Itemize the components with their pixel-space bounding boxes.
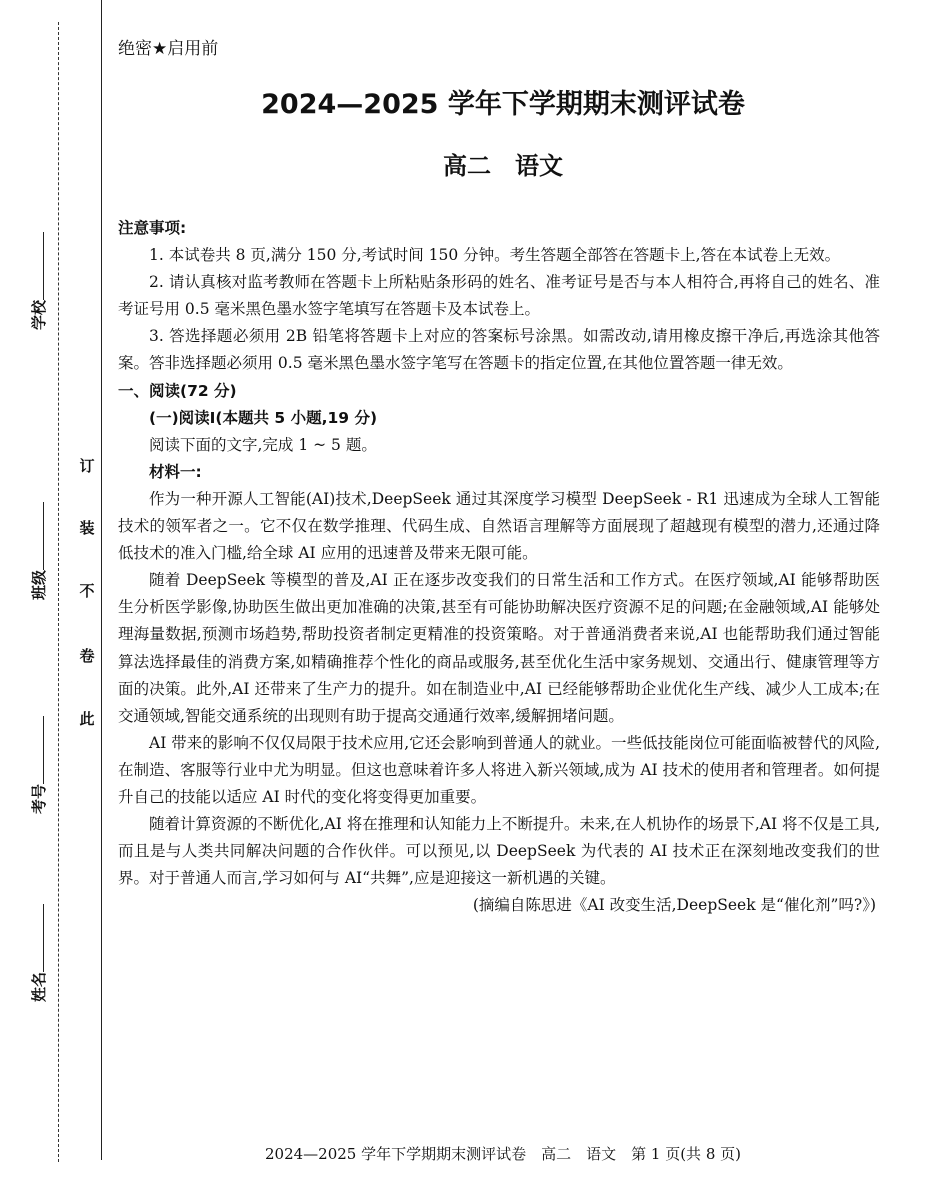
name-field[interactable] bbox=[28, 902, 52, 1002]
exam-title: 2024—2025 学年下学期期末测评试卷 bbox=[261, 89, 745, 120]
notice-item: 2. 请认真核对监考教师在答题卡上所粘贴条形码的姓名、准考证号是否与本人相符合,再将自己的姓名、准考证号用 0.5 毫米黑色墨水签字笔填写在答题卡及本试卷上。 bbox=[118, 273, 880, 319]
margin-border-line bbox=[101, 0, 102, 1160]
exam-subtitle: 高二 语文 bbox=[443, 152, 563, 180]
seal-char: 不 bbox=[79, 582, 95, 600]
seal-char: 此 bbox=[79, 710, 95, 728]
notice-item: 3. 答选择题必须用 2B 铅笔将答题卡上对应的答案标号涂黑。如需改动,请用橡皮擦干净后,再选涂其他答案。答非选择题必须用 0.5 毫米黑色墨水签字笔写在答题卡的指定位置,在其他位置答题一律无效。 bbox=[118, 327, 880, 373]
notice-item: 1. 本试卷共 8 页,满分 150 分,考试时间 150 分钟。考生答题全部答在答题卡上,答在本试卷上无效。 bbox=[149, 246, 841, 265]
class-label: 班级 bbox=[30, 569, 48, 600]
school-field[interactable] bbox=[28, 230, 52, 330]
seal-char: 装 bbox=[79, 519, 95, 537]
paragraph: 作为一种开源人工智能(AI)技术,DeepSeek 通过其深度学习模型 DeepSeek - R1 迅速成为全球人工智能技术的领军者之一。它不仅在数学推理、代码生成、自然语言理解等方面展现了超越现有模型的潜力,还通过降低技术的准入门槛,给全球 AI 应用的迅速普及带来无限可能。 bbox=[118, 489, 880, 563]
exam-number-field[interactable] bbox=[28, 714, 52, 814]
paragraph: 随着 DeepSeek 等模型的普及,AI 正在逐步改变我们的日常生活和工作方式。在医疗领域,AI 能够帮助医生分析医学影像,协助医生做出更加准确的决策,甚至有可能协助解决医疗资源不足的问题;在金融领域,AI 能够处理海量数据,预测市场趋势,帮助投资者制定更精准的投资策略。对于普通消费者来说,AI 也能帮助我们通过智能算法选择最佳的消费方案,如精确推荐个性化的商品或服务,甚至优化生活中家务规划、交通出行、健康管理等方面的决策。此外,AI 还带来了生产力的提升。如在制造业中,AI 已经能够帮助企业优化生产线、减少人工成本;在交通领域,智能交通系统的出现则有助于提高交通通行效率,缓解拥堵问题。 bbox=[118, 571, 880, 725]
confidential-mark: 绝密★启用前 bbox=[118, 39, 219, 59]
exam-number-label: 考号 bbox=[30, 783, 48, 814]
seal-char: 订 bbox=[79, 457, 95, 475]
subsection-heading: (一)阅读Ⅰ(本题共 5 小题,19 分) bbox=[149, 408, 378, 427]
paragraph: 随着计算资源的不断优化,AI 将在推理和认知能力上不断提升。未来,在人机协作的场景下,AI 将不仅是工具,而且是与人类共同解决问题的合作伙伴。可以预见,以 DeepSeek 为代表的 AI 技术正在深刻地改变我们的世界。对于普通人而言,学习如何与 AI“共舞”,应是迎接这一新机遇的关键。 bbox=[118, 815, 880, 888]
instruction: 阅读下面的文字,完成 1 ~ 5 题。 bbox=[149, 435, 377, 454]
name-label: 姓名 bbox=[30, 971, 48, 1002]
class-field[interactable] bbox=[28, 500, 52, 600]
dashed-cut-line bbox=[58, 22, 59, 1162]
material-label: 材料一: bbox=[149, 462, 202, 481]
section-heading: 一、阅读(72 分) bbox=[118, 381, 237, 400]
source-citation: (摘编自陈思进《AI 改变生活,DeepSeek 是“催化剂”吗?》) bbox=[472, 896, 876, 915]
notice-heading: 注意事项: bbox=[118, 219, 187, 237]
seal-char: 卷 bbox=[79, 647, 95, 665]
page-footer: 2024—2025 学年下学期期末测评试卷 高二 语文 第 1 页(共 8 页) bbox=[265, 1145, 741, 1163]
exam-body bbox=[118, 215, 880, 919]
school-label: 学校 bbox=[30, 299, 48, 330]
paragraph: AI 带来的影响不仅仅局限于技术应用,它还会影响到普通人的就业。一些低技能岗位可能面临被替代的风险,在制造、客服等行业中尤为明显。但这也意味着许多人将进入新兴领域,成为 AI 技术的使用者和管理者。如何提升自己的技能以适应 AI 时代的变化将变得更加重要。 bbox=[118, 733, 880, 806]
